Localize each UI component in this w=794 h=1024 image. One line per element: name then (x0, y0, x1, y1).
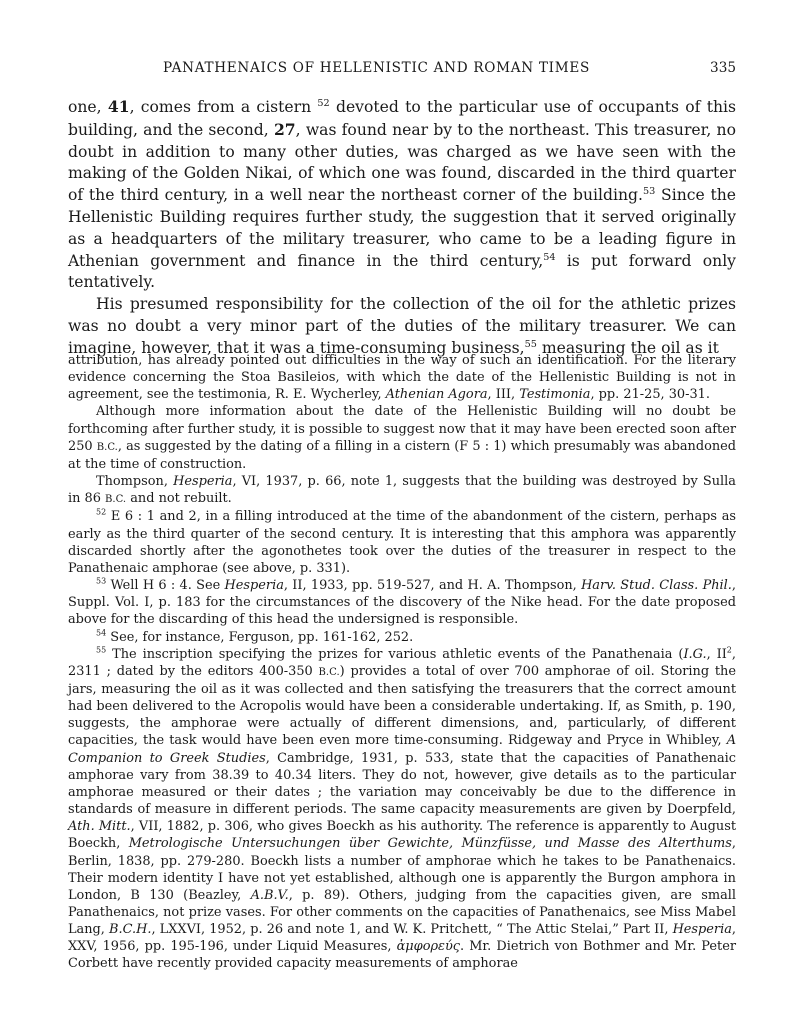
text-run: , III, (487, 387, 520, 403)
footnote-number: 53 (96, 576, 107, 586)
text-run: Well H 6 : 4. See (106, 578, 225, 594)
text-run: , II (706, 646, 727, 662)
footnote-number: 52 (96, 508, 107, 518)
text-run: one, (68, 98, 108, 116)
text-run: , VI, 1937, p. 66, note 1, suggests that the building was destroyed by Sulla in 86 (68, 474, 736, 507)
text-run: See, for instance, Ferguson, pp. 161-162, 252. (106, 629, 414, 645)
footnote-52 (68, 508, 736, 577)
citation-title: Hesperia (224, 578, 284, 594)
text-run: Although more information about the date of the Hellenistic Building will no doubt be forthcoming after further study, it is possible to suggest now that it may have been erected soon after 250 (68, 404, 736, 454)
footnote-paragraph (68, 403, 736, 473)
text-run: , II, 1933, pp. 519-527, and H. A. Thompson, (283, 578, 582, 594)
running-header (68, 60, 736, 80)
text-run: Thompson, (96, 474, 174, 490)
superscript: 2 (726, 645, 732, 655)
greek-term: ἀμφορεύς (396, 939, 461, 955)
text-run: ) provides a total of over 700 amphorae of oil. Storing the jars, measuring the oil as it was collected and then satisfying the treasurers that the correct amount had been delivered to the Acropolis would have been a considerable undertaking. If, as Smith, p. 190, suggests, the amphorae were actually of different dimensions, and, particularly, of different capacities, the task would have been even more time-consuming. Ridgeway and Pryce in Whibley, (68, 663, 736, 749)
text-run: , Cambridge, 1931, p. 533, state that the capacities of Panathenaic amphorae vary from 38.39 to 40.34 liters. They do not, however, give details as to the particular amphorae measured or their dates ; the variation may conceivably be due to the difference in standards of measure in different periods. The same capacity measurements are given by Doerpfeld, (68, 750, 736, 818)
era-abbreviation: B.C. (318, 666, 340, 678)
citation-title: A Companion to Greek Studies (68, 733, 736, 766)
main-text (68, 96, 736, 360)
footnote-number: 54 (96, 628, 107, 638)
catalogue-number: 27 (273, 119, 296, 139)
citation-title: A.B.V. (250, 887, 289, 903)
text-run: , pp. 21-25, 30-31. (590, 387, 710, 403)
footnote-ref-53[interactable]: 53 (642, 186, 656, 197)
footnote-53 (68, 577, 736, 628)
text-run: , p. 89). Others, judging from the capacities given, are small Panathenaics, not prize vases. For other comments on the capacities of Panathenaics, see Miss Mabel Lang, (68, 887, 736, 938)
footnote-paragraph (68, 473, 736, 508)
text-run: , was found near by to the northeast. This treasurer, no doubt in addition to many other duties, was charged as we have seen with the making of the Golden Nikai, of which one was found, discarded in the third quarter of the third century, in a well near the northeast corner of the building. (68, 120, 736, 205)
footnote-ref-54[interactable]: 54 (543, 251, 556, 263)
era-abbreviation: B.C. (96, 441, 118, 453)
text-run: , LXXVI, 1952, p. 26 and note 1, and W. K. Pritchett, “ The Attic Stelai,” Part II, (151, 922, 673, 938)
footnote-55 (68, 646, 736, 973)
citation-title: Hesperia (672, 922, 732, 938)
citation-title: Hesperia (173, 474, 233, 490)
citation-title: Testimonia (519, 387, 591, 403)
citation-title: Ath. Mitt. (68, 819, 131, 835)
text-run: devoted to the particular use of occupants of this building, and the second, (68, 98, 737, 139)
text-run: and not rebuilt. (126, 491, 232, 507)
main-paragraph-1 (68, 96, 736, 294)
text-run: , as suggested by the dating of a filling in a cistern (F 5 : 1) which presumably was abandoned at the time of construction. (68, 438, 737, 472)
text-run: , Berlin, 1838, pp. 279-280. Boeckh lists a number of amphorae which he takes to be Panathenaics. Their modern identity I have not yet established, although one is apparently the Burgon amphora in London, B 130 (Beazley, (68, 836, 736, 903)
text-run: , Suppl. Vol. I, p. 183 for the circumstances of the discovery of the Nike head. For the date proposed above for the discarding of this head the undersigned is responsible. (68, 578, 736, 628)
text-run: , comes from a cistern (129, 98, 318, 116)
footnote-54 (68, 629, 736, 646)
citation-title: Harv. Stud. Class. Phil. (581, 578, 732, 594)
text-run: attribution, has already pointed out difficulties in the way of such an identification. For the literary evidence concerning the Stoa Basileios, with which the date of the Hellenistic Building is not in agreement, see the testimonia, R. E. Wycherley, (68, 353, 736, 403)
footnote-continuation (68, 352, 736, 403)
citation-title: I.G. (683, 646, 707, 662)
citation-title: Athenian Agora (385, 387, 488, 403)
text-run: , VII, 1882, p. 306, who gives Boeckh as his authority. The reference is apparently to August Boeckh, (68, 819, 737, 852)
catalogue-number: 41 (107, 97, 130, 116)
text-run: The inscription specifying the prizes for various athletic events of the Panathenaia ( (106, 646, 684, 662)
footnote-number: 55 (96, 645, 107, 655)
text-run: His presumed responsibility for the collection of the oil for the athletic prizes was no doubt a very minor part of the duties of the military treasurer. We can imagine, however, that it was a time-consuming business, (68, 295, 736, 357)
text-run: , XXV, 1956, pp. 195-196, under Liquid Measures, (68, 922, 737, 955)
text-run: . Mr. Dietrich von Bothmer and Mr. Peter Corbett have recently provided capacity measurements of amphorae (68, 939, 736, 972)
text-run: is put forward only tentatively. (68, 251, 736, 292)
text-run: measuring the oil as it (536, 338, 719, 357)
running-title: PANATHENAICS OF HELLENISTIC AND ROMAN TIMES (163, 60, 590, 76)
citation-title: B.C.H. (109, 922, 152, 938)
era-abbreviation: B.C. (105, 494, 127, 506)
text-run: E 6 : 1 and 2, in a filling introduced at the time of the abandonment of the cistern, perhaps as early as the third quarter of the second century. It is interesting that this amphora was apparently discarded shortly after the agonothetes took over the duties of the treasurer in respect to the Panathenaic amphorae (see above, p. 331). (68, 509, 736, 576)
footnote-ref-52[interactable]: 52 (317, 97, 330, 109)
footnotes (68, 352, 736, 973)
main-paragraph-2 (68, 294, 736, 359)
citation-title: Metrologische Untersuchungen über Gewichte, Münzfüsse, und Masse des Alterthums (128, 836, 732, 852)
page-number: 335 (710, 60, 736, 76)
text-run: , 2311 ; dated by the editors 400-350 (68, 646, 736, 679)
text-run: Since the Hellenistic Building requires further study, the suggestion that it served originally as a headquarters of the military treasurer, who came to be a leading figure in Athenian government and finance in the third century, (68, 186, 736, 270)
footnote-ref-55[interactable]: 55 (524, 338, 537, 350)
